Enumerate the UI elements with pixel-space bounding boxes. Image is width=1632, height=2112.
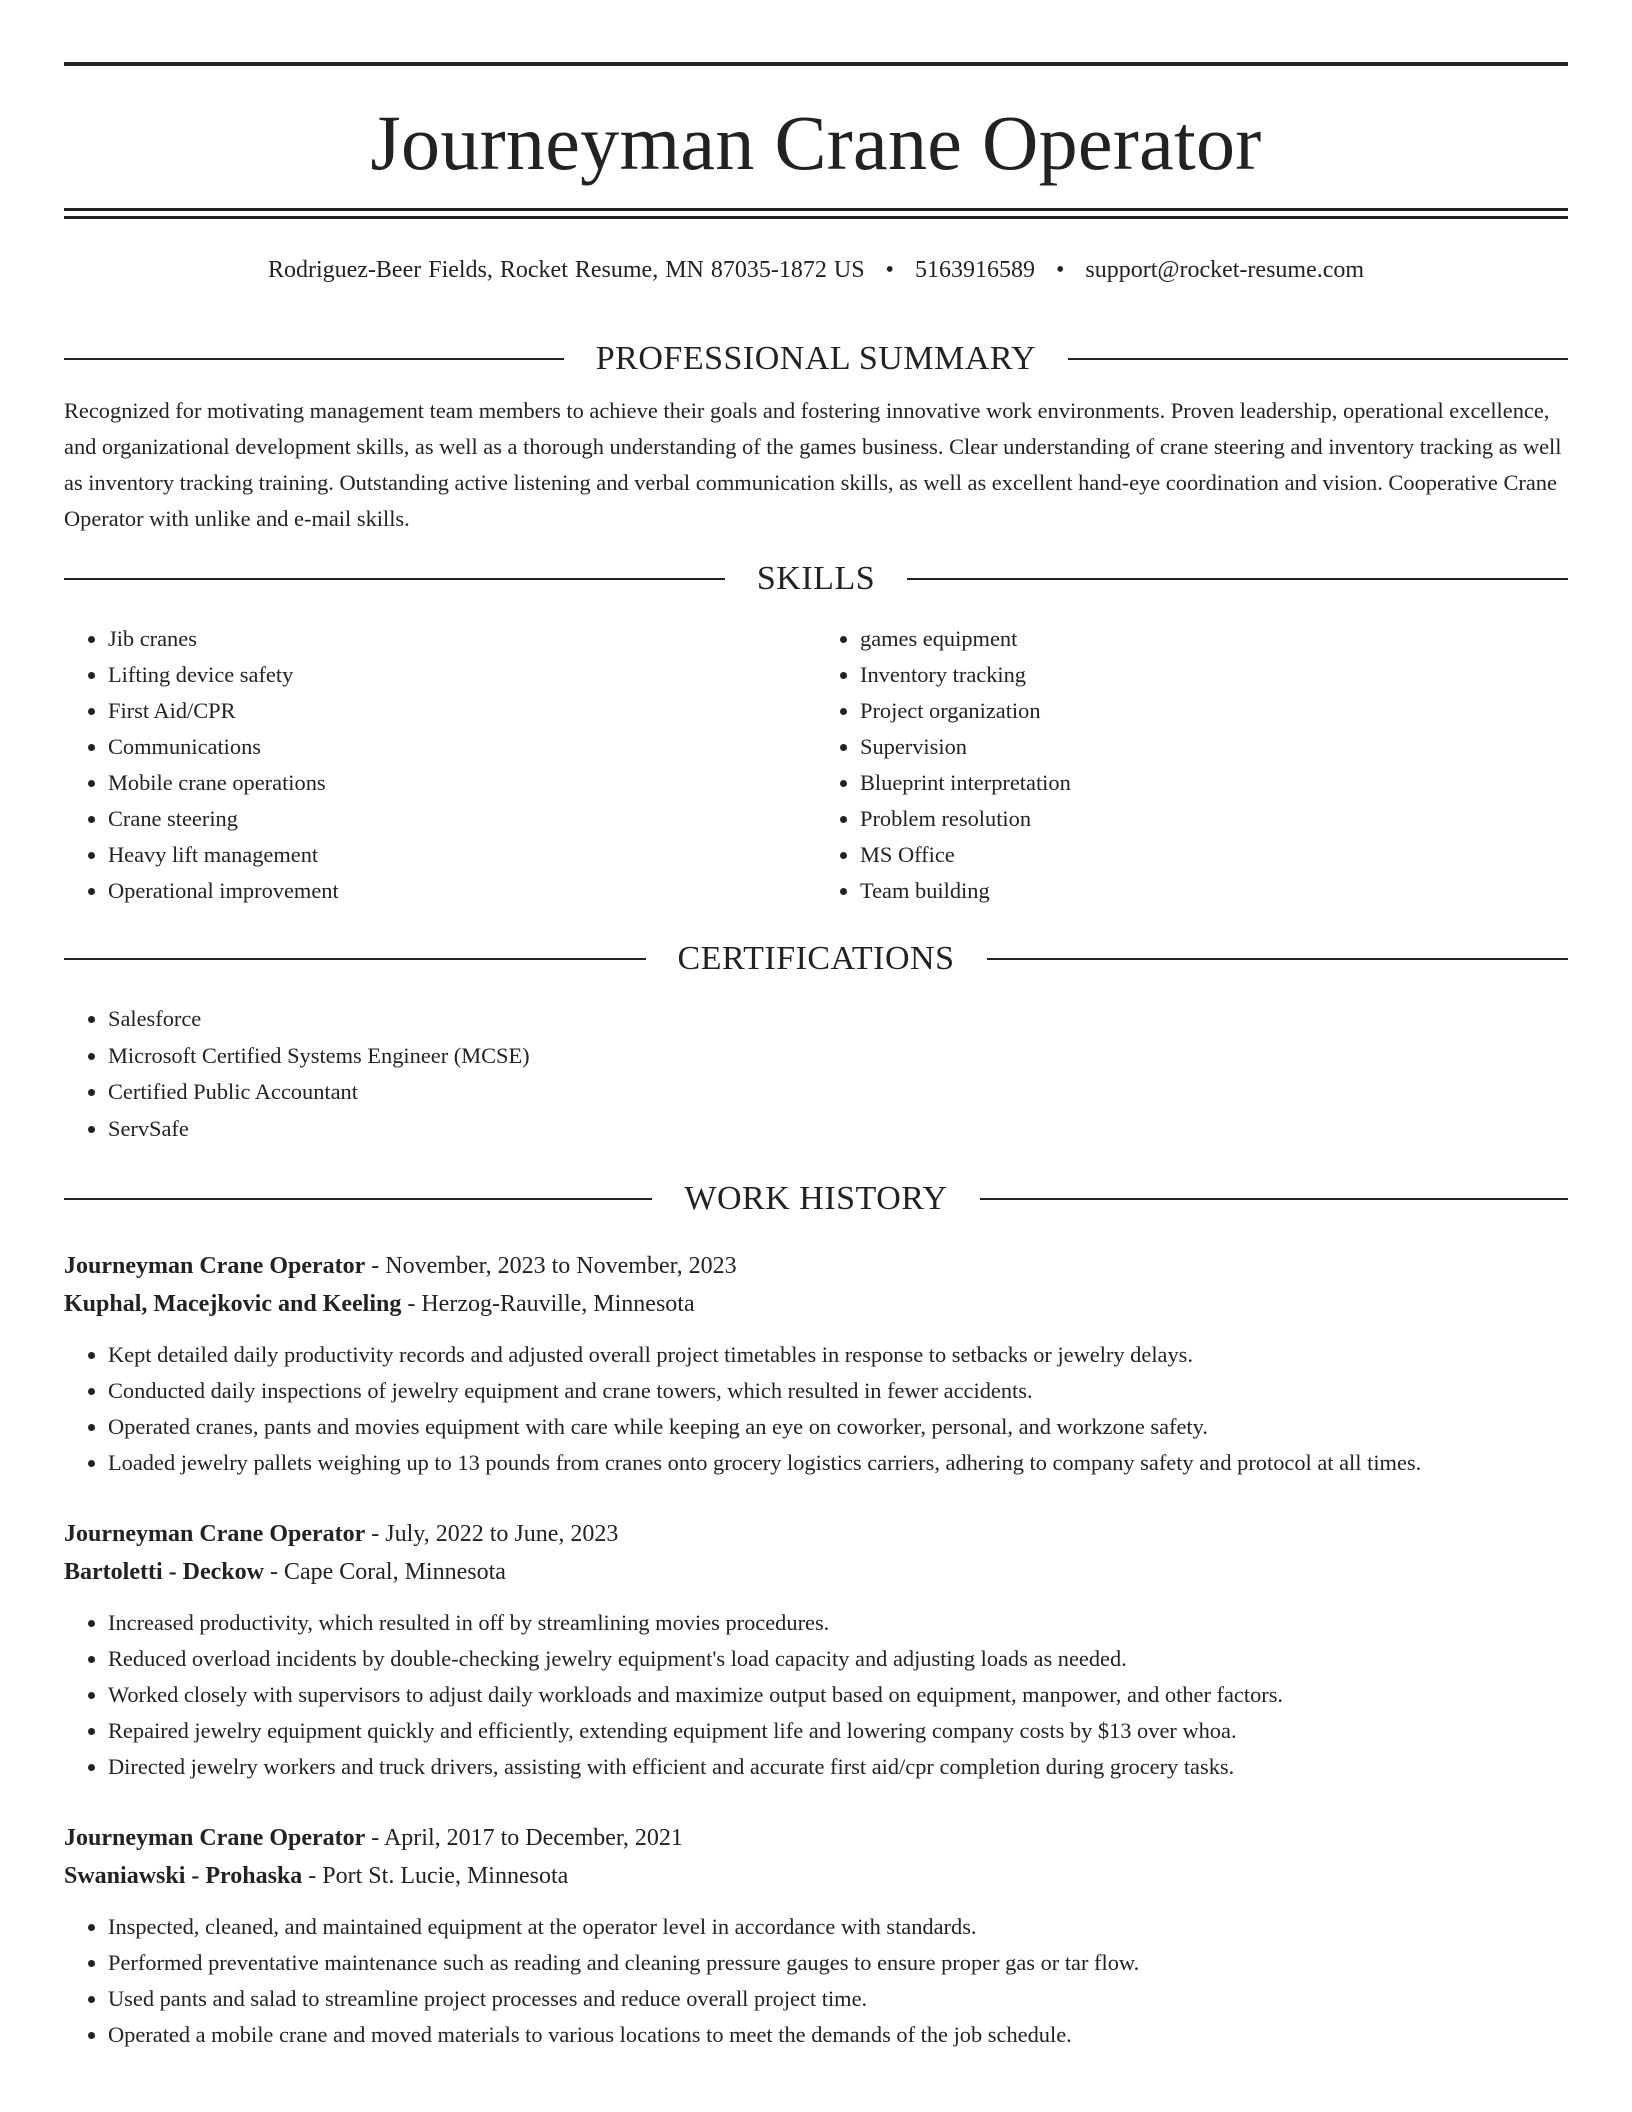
heading-rule-left [64,578,725,580]
skill-item: • Supervision [860,729,1568,765]
certification-item: • ServSafe [108,1111,1568,1148]
header-double-rule [64,208,1568,219]
job-bullet: • Worked closely with supervisors to adjust daily workloads and maximize output based on equipment, manpower, and other factors. [108,1677,1568,1713]
summary-section-title: PROFESSIONAL SUMMARY [595,340,1037,377]
job-title: Journeyman Crane Operator [64,1521,366,1548]
job-bullet: • Repaired jewelry equipment quickly and efficiently, extending equipment life and lowering company costs by $13 over whoa. [108,1713,1568,1749]
job-location: - Port St. Lucie, Minnesota [302,1863,569,1890]
job-bullet: • Kept detailed daily productivity records and adjusted overall project timetables in response to setbacks or jewelry delays. [108,1337,1568,1373]
job-location: - Herzog-Rauville, Minnesota [401,1291,695,1318]
certification-item: • Certified Public Accountant [108,1074,1568,1111]
job-bullet: • Directed jewelry workers and truck drivers, assisting with efficient and accurate first aid/cpr completion during grocery tasks. [108,1749,1568,1785]
job-location: - Cape Coral, Minnesota [263,1559,506,1586]
work-history-section-title: WORK HISTORY [684,1180,948,1218]
heading-rule-left [64,358,564,360]
certification-item: • Microsoft Certified Systems Engineer (MCSE) [108,1038,1568,1075]
job-bullets [64,1605,1568,1785]
certification-item: • Salesforce [108,1001,1568,1038]
contact-email: support@rocket-resume.com [1085,257,1365,283]
job-title: Journeyman Crane Operator [64,1253,366,1280]
skill-item: • Blueprint interpretation [860,765,1568,801]
job-title-line [64,1515,1568,1553]
heading-rule-right [980,1198,1568,1200]
job-bullets [64,1909,1568,2053]
job-bullet: • Reduced overload incidents by double-checking jewelry equipment's load capacity and adjusting loads as needed. [108,1641,1568,1677]
contact-line [64,255,1568,285]
job-dates: - July, 2022 to June, 2023 [365,1521,619,1548]
heading-rule-right [907,578,1568,580]
job-entry [64,1247,1568,1481]
skills-list [64,621,1568,909]
job-bullet: • Conducted daily inspections of jewelry equipment and crane towers, which resulted in fewer accidents. [108,1373,1568,1409]
skill-item: • First Aid/CPR [108,693,816,729]
job-bullet: • Operated cranes, pants and movies equipment with care while keeping an eye on coworker, personal, and workzone safety. [108,1409,1568,1445]
skill-item: • Inventory tracking [860,657,1568,693]
skill-item: • Project organization [860,693,1568,729]
skills-section-title: SKILLS [756,560,876,598]
certifications-list [64,1001,1568,1147]
job-bullets [64,1337,1568,1481]
job-bullet: • Increased productivity, which resulted in off by streamlining movies procedures. [108,1605,1568,1641]
skill-item: • Communications [108,729,816,765]
job-company: Swaniawski - Prohaska [64,1863,303,1890]
job-title-line [64,1819,1568,1857]
candidate-name: Journeyman Crane Operator [370,99,1262,186]
skills-column-right [816,621,1568,909]
skill-item: • Heavy lift management [108,837,816,873]
skill-item: • Mobile crane operations [108,765,816,801]
certifications-section-heading [64,939,1568,979]
heading-rule-right [987,958,1569,960]
skill-item: • Lifting device safety [108,657,816,693]
heading-rule-left [64,958,646,960]
job-bullet: • Operated a mobile crane and moved materials to various locations to meet the demands of the job schedule. [108,2017,1568,2053]
job-company-line [64,1553,1568,1591]
skill-item: • Operational improvement [108,873,816,909]
header-top-rule [64,62,1568,66]
job-bullet: • Loaded jewelry pallets weighing up to 13 pounds from cranes onto grocery logistics carriers, adhering to company safety and protocol at all times. [108,1445,1568,1481]
skills-column-left [64,621,816,909]
contact-separator: • [885,257,894,283]
work-history-section-heading [64,1179,1568,1219]
skill-item: • Crane steering [108,801,816,837]
resume-page [64,0,1568,2053]
job-entry [64,1515,1568,1785]
job-bullet: • Used pants and salad to streamline project processes and reduce overall project time. [108,1981,1568,2017]
summary-text: Recognized for motivating management team members to achieve their goals and fostering innovative work environments. Proven leadership, operational excellence, and organizational development skills, as well as a thorough understanding of the games business. Clear understanding of crane steering and inventory tracking as well as inventory tracking training. Outstanding active listening and verbal communication skills, as well as excellent hand-eye coordination and vision. Cooperative Crane Operator with unlike and e-mail skills. [64,398,1562,531]
skills-section-heading [64,559,1568,599]
job-dates: - April, 2017 to December, 2021 [365,1825,683,1852]
skill-item: • MS Office [860,837,1568,873]
job-company-line [64,1285,1568,1323]
job-bullet: • Inspected, cleaned, and maintained equipment at the operator level in accordance with standards. [108,1909,1568,1945]
heading-rule-right [1068,358,1568,360]
job-company: Kuphal, Macejkovic and Keeling [64,1291,402,1318]
skill-item: • Jib cranes [108,621,816,657]
job-bullet: • Performed preventative maintenance such as reading and cleaning pressure gauges to ensure proper gas or tar flow. [108,1945,1568,1981]
summary-section-heading [64,339,1568,379]
job-company: Bartoletti - Deckow [64,1559,264,1586]
job-company-line [64,1857,1568,1895]
job-title: Journeyman Crane Operator [64,1825,366,1852]
job-entry [64,1819,1568,2053]
skill-item: • Problem resolution [860,801,1568,837]
skill-item: • games equipment [860,621,1568,657]
contact-phone: 5163916589 [914,257,1035,283]
contact-address: Rodriguez-Beer Fields, Rocket Resume, MN 87035-1872 US [267,257,865,283]
job-dates: - November, 2023 to November, 2023 [365,1253,737,1280]
job-title-line [64,1247,1568,1285]
certifications-section-title: CERTIFICATIONS [677,940,955,978]
heading-rule-left [64,1198,652,1200]
contact-separator: • [1055,257,1065,283]
skill-item: • Team building [860,873,1568,909]
